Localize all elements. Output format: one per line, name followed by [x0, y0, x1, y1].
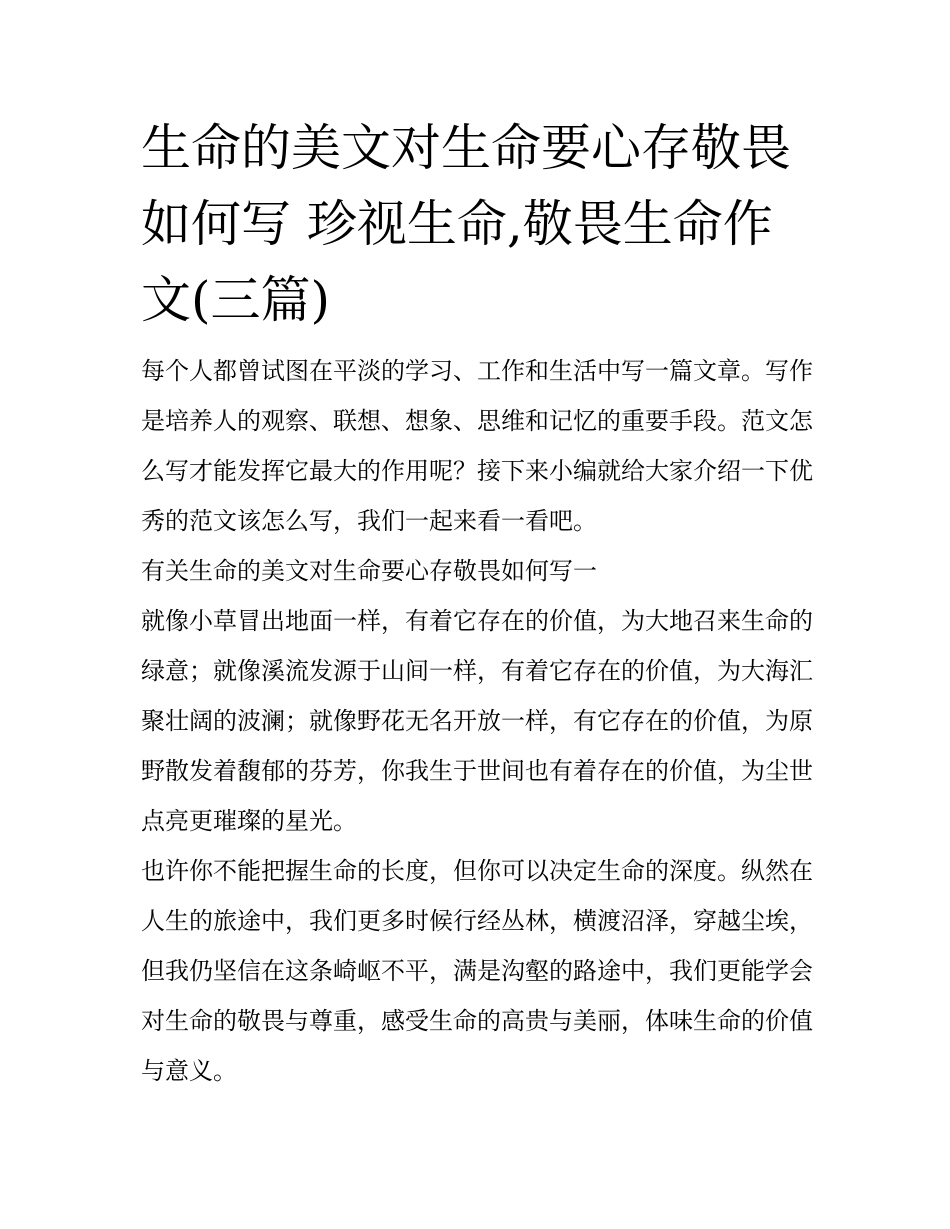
- intro-paragraph: 每个人都曾试图在平淡的学习、工作和生活中写一篇文章。写作是培养人的观察、联想、想象、思维和记忆的重要手段。范文怎么写才能发挥它最大的作用呢？接下来小编就给大家介绍一下优秀的范文该怎么写，我们一起来看一看吧。: [141, 357, 813, 535]
- body-paragraph-2: 也许你不能把握生命的长度，但你可以决定生命的深度。纵然在人生的旅途中，我们更多时候行经丛林，横渡沼泽，穿越尘埃，但我仍坚信在这条崎岖不平，满是沟壑的路途中，我们更能学会对生命的敬畏与尊重，感受生命的高贵与美丽，体味生命的价值与意义。: [141, 857, 813, 1085]
- document-content: [141, 110, 813, 1096]
- body-paragraph-1: 就像小草冒出地面一样，有着它存在的价值，为大地召来生命的绿意；就像溪流发源于山间一样，有着它存在的价值，为大海汇聚壮阔的波澜；就像野花无名开放一样，有它存在的价值，为原野散发着馥郁的芬芳，你我生于世间也有着存在的价值，为尘世点亮更璀璨的星光。: [141, 607, 813, 835]
- section-heading: 有关生命的美文对生命要心存敬畏如何写一: [141, 557, 597, 585]
- document-title: 生命的美文对生命要心存敬畏如何写 珍视生命,敬畏生命作文(三篇): [141, 119, 791, 329]
